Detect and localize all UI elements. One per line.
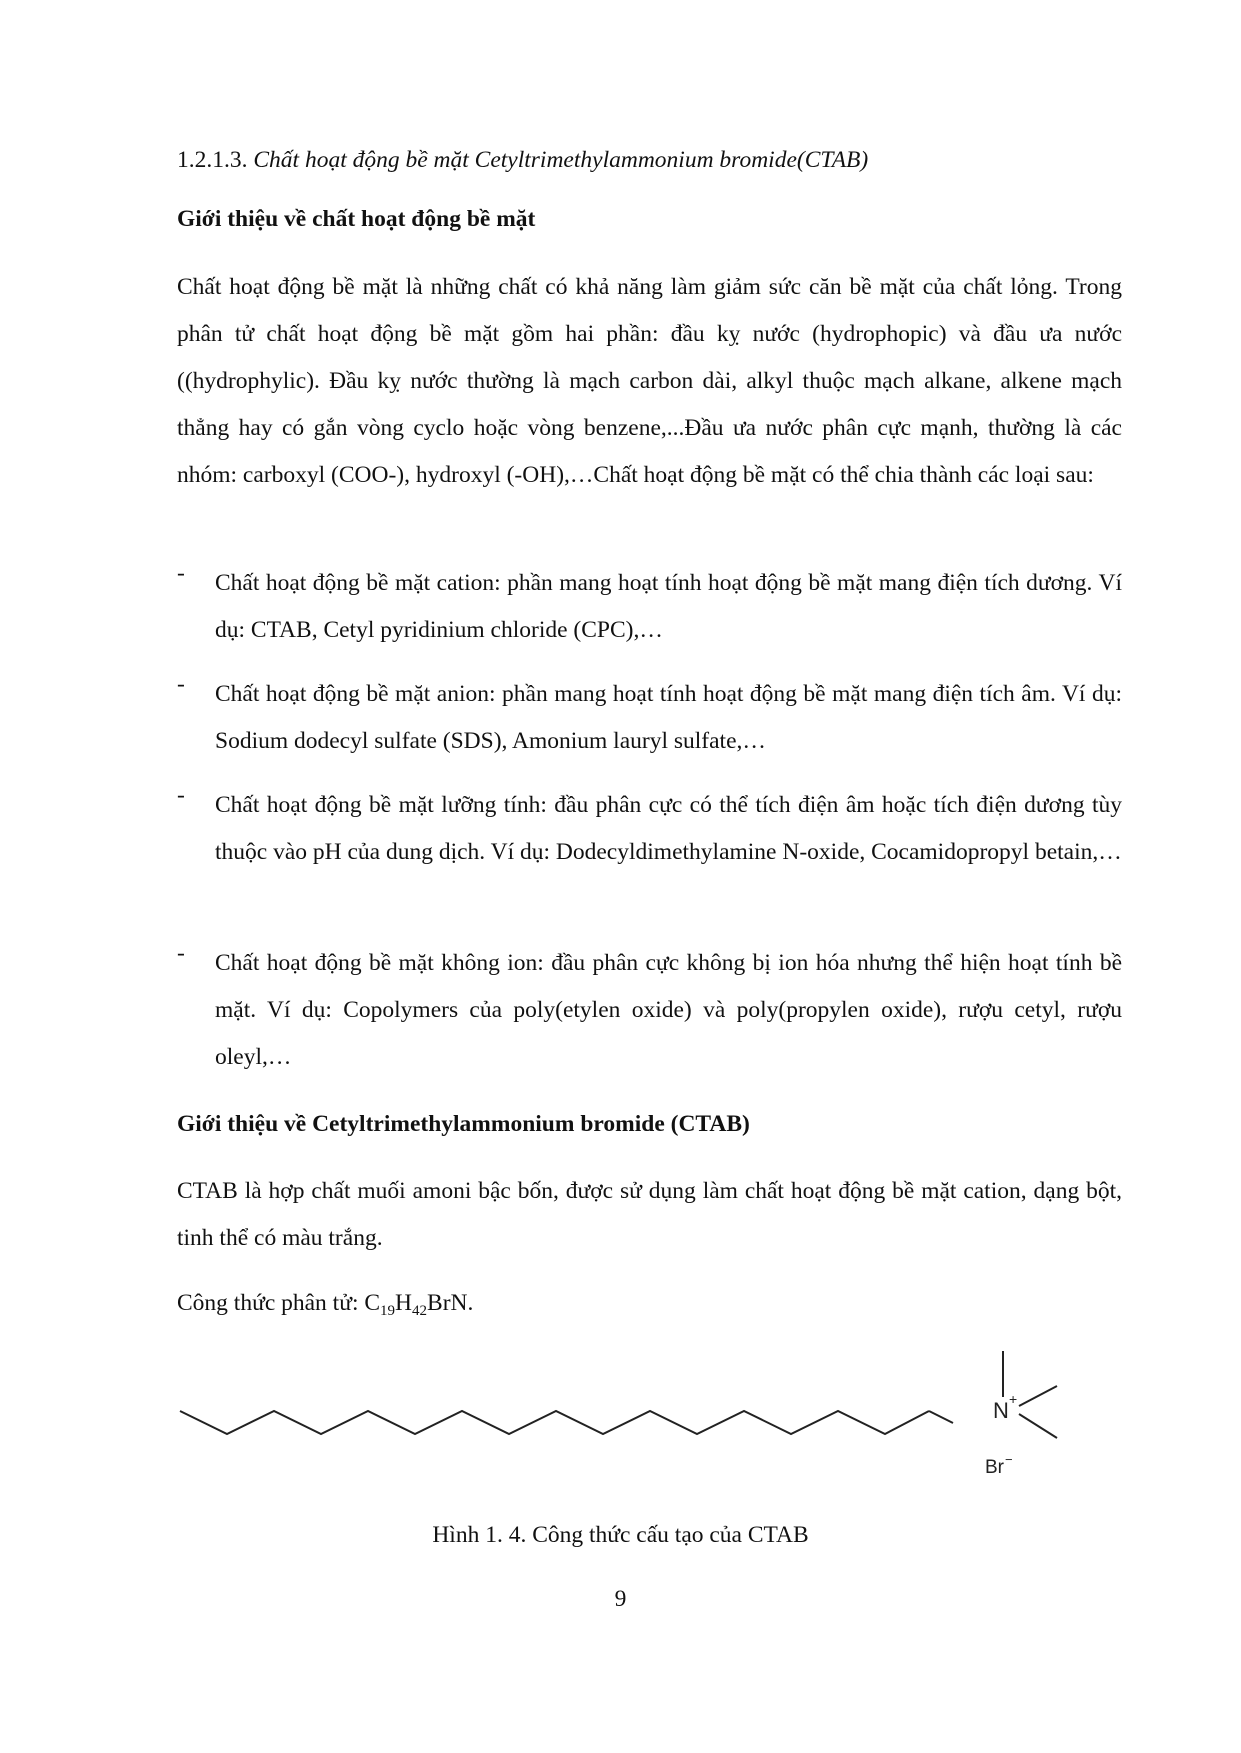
- nitrogen-atom: N: [993, 1398, 1009, 1423]
- list-item-text: Chất hoạt động bề mặt anion: phần mang hoạt tính hoạt động bề mặt mang điện tích âm. Ví dụ: Sodium dodecyl sulfate (SDS), Amonium lauryl sulfate,…: [215, 681, 1122, 754]
- list-item-text: Chất hoạt động bề mặt lưỡng tính: đầu phân cực có thể tích điện âm hoặc tích điện dương tùy thuộc vào pH của dung dịch. Ví dụ: Dodecyldimethylamine N-oxide, Cocamidopropyl betain,…: [215, 792, 1122, 865]
- molecular-formula: [177, 1290, 1122, 1317]
- methyl-bond-right-down: [1019, 1414, 1057, 1438]
- list-dash: -: [177, 940, 185, 966]
- bromide-charge: −: [1005, 1452, 1013, 1467]
- figure-caption: Hình 1. 4. Công thức cấu tạo của CTAB: [432, 1522, 809, 1548]
- formula-c-subscript: 19: [380, 1303, 396, 1319]
- ctab-heading: Giới thiệu về Cetyltrimethylammonium bromide (CTAB): [177, 1111, 750, 1137]
- formula-rest: BrN.: [427, 1290, 474, 1316]
- methyl-bond-right-up: [1019, 1386, 1057, 1406]
- bond-n-chain: [929, 1411, 953, 1423]
- section-number: 1.2.1.3.: [177, 147, 248, 173]
- list-dash: -: [177, 671, 185, 697]
- ctab-structure-figure: [177, 1340, 1077, 1500]
- bromide-counterion: Br: [985, 1457, 1004, 1478]
- formula-h: H: [395, 1290, 413, 1316]
- list-item-text: Chất hoạt động bề mặt không ion: đầu phân cực không bị ion hóa nhưng thể hiện hoạt tính bề mặt. Ví dụ: Copolymers của poly(etylen oxide) và poly(propylen oxide), rượu cetyl, rượu oleyl,…: [215, 950, 1122, 1070]
- ctab-paragraph: CTAB là hợp chất muối amoni bậc bốn, được sử dụng làm chất hoạt động bề mặt cation, dạng bột, tinh thể có màu trắng.: [177, 1178, 1122, 1251]
- nitrogen-charge: +: [1009, 1391, 1018, 1407]
- list-item-text: Chất hoạt động bề mặt cation: phần mang hoạt tính hoạt động bề mặt mang điện tích dương. Ví dụ: CTAB, Cetyl pyridinium chloride (CPC),…: [215, 570, 1122, 643]
- formula-label: Công thức phân tử:: [177, 1290, 365, 1316]
- formula-c: C: [364, 1290, 381, 1316]
- page-number: 9: [614, 1586, 627, 1612]
- list-dash: -: [177, 560, 185, 586]
- section-heading: [177, 147, 1122, 174]
- formula-h-subscript: 42: [412, 1303, 428, 1319]
- alkyl-chain: [180, 1411, 929, 1434]
- list-dash: -: [177, 782, 185, 808]
- intro-paragraph: Chất hoạt động bề mặt là những chất có khả năng làm giảm sức căn bề mặt của chất lỏng. Trong phân tử chất hoạt động bề mặt gồm hai phần: đầu kỵ nước (hydrophopic) và đầu ưa nước ((hydrophylic). Đầu kỵ nước thường là mạch carbon dài, alkyl thuộc mạch alkane, alkene mạch thẳng hay có gắn vòng cyclo hoặc vòng benzene,...Đầu ưa nước phân cực mạnh, thường là các nhóm: carboxyl (COO-), hydroxyl (-OH),…Chất hoạt động bề mặt có thể chia thành các loại sau:: [177, 274, 1122, 488]
- section-title: Chất hoạt động bề mặt Cetyltrimethylammonium bromide(CTAB): [253, 147, 869, 173]
- intro-heading: Giới thiệu về chất hoạt động bề mặt: [177, 206, 536, 232]
